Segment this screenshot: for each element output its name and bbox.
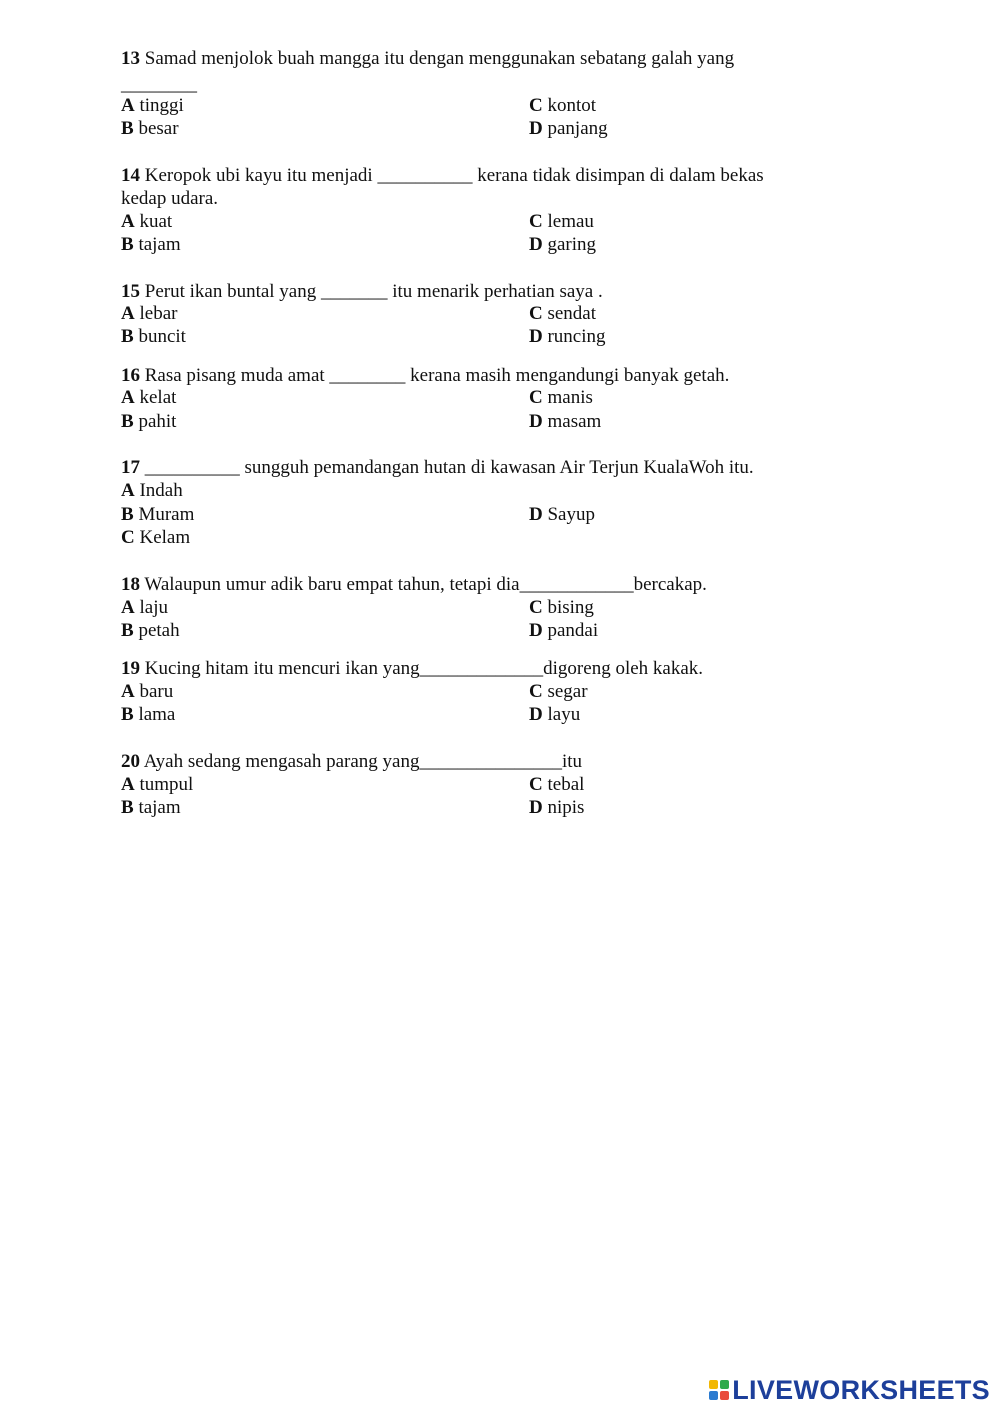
option-d: D nipis [529,797,585,818]
question-text: Samad menjolok buah mangga itu dengan menggunakan sebatang galah yang [144,48,735,69]
question-text-continued: kedap udara. [121,188,219,209]
option-d: D layu [529,704,581,725]
question-13 [121,47,734,70]
option-a: A kuat [121,211,173,232]
question-number: 13 [121,48,140,69]
question-number: 14 [121,165,140,186]
option-a: A lebar [121,303,178,324]
question-text: Perut ikan buntal yang _______ itu menarik perhatian saya . [144,281,603,302]
option-b: B Muram [121,504,195,525]
liveworksheets-watermark [709,1375,990,1405]
option-b: B besar [121,118,179,139]
option-c: C segar [529,681,588,702]
question-18 [121,573,707,596]
question-number: 16 [121,365,140,386]
option-c: C sendat [529,303,597,324]
option-a: A Indah [121,480,183,501]
question-text: Kucing hitam itu mencuri ikan yang_____________digoreng oleh kakak. [144,658,704,679]
question-19 [121,657,703,680]
question-20 [121,750,582,773]
watermark-text: LIVEWORKSHEETS [732,1374,990,1405]
option-d: D runcing [529,326,606,347]
question-number: 19 [121,658,140,679]
option-b: B lama [121,704,176,725]
option-b: B petah [121,620,180,641]
option-d: D pandai [529,620,599,641]
option-a: A baru [121,681,174,702]
option-d: D masam [529,411,602,432]
liveworksheets-logo-icon [709,1380,729,1400]
question-text: Rasa pisang muda amat ________ kerana masih mengandungi banyak getah. [144,365,730,386]
option-a: A tumpul [121,774,194,795]
option-c: C Kelam [121,527,191,548]
question-text: Keropok ubi kayu itu menjadi __________ kerana tidak disimpan di dalam bekas [144,165,764,186]
question-number: 20 [121,751,140,772]
option-a: A kelat [121,387,177,408]
option-d: D Sayup [529,504,595,525]
answer-blank: ________ [121,74,197,95]
question-15 [121,280,603,303]
question-text: Ayah sedang mengasah parang yang_______________itu [143,751,583,772]
option-c: C lemau [529,211,594,232]
option-c: C manis [529,387,593,408]
question-text: Walaupun umur adik baru empat tahun, tetapi dia____________bercakap. [144,574,707,595]
question-17 [121,456,754,479]
option-c: C kontot [529,95,597,116]
option-b: B pahit [121,411,177,432]
question-16 [121,364,729,387]
question-text: __________ sungguh pemandangan hutan di kawasan Air Terjun KualaWoh itu. [144,457,754,478]
option-c: C bising [529,597,594,618]
option-c: C tebal [529,774,585,795]
option-b: B buncit [121,326,186,347]
option-b: B tajam [121,797,181,818]
question-number: 18 [121,574,140,595]
question-number: 15 [121,281,140,302]
question-14 [121,164,764,187]
option-a: A tinggi [121,95,184,116]
option-a: A laju [121,597,168,618]
option-b: B tajam [121,234,181,255]
question-number: 17 [121,457,140,478]
option-d: D panjang [529,118,608,139]
option-d: D garing [529,234,597,255]
